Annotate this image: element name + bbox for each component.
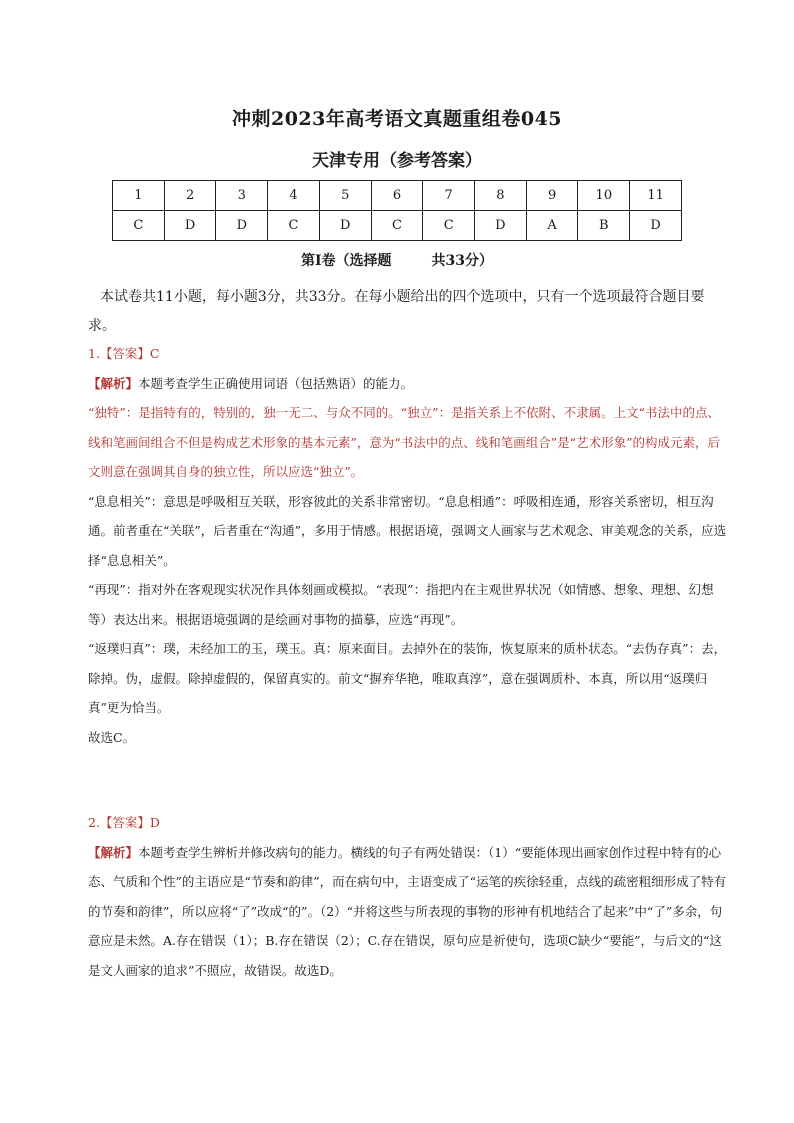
question-1-analysis-lead (88, 369, 728, 399)
q2-analysis-text: 本题考查学生辨析并修改病句的能力。横线的句子有两处错误：（1）“要能体现出画家创作过程中特有的心态、气质和个性”的主语应是“节奏和韵律”，而在病句中，主语变成了“运笔的疾徐轻重，点线的疏密粗细形成了特有的节奏和韵律”，所以应将“了”改成“的”。（2）“并将这些与所表现的事物的形神有机地结合了起来”中“了”多余，句意应是未然。A.存在错误（1）；B.存在错误（2）；C.存在错误，原句应是祈使句，选项C缺少“要能”，与后文的“这是文人画家的追求”不照应，故错误。故选D。 (88, 844, 727, 978)
section-part: 第Ⅰ卷（选择题 (300, 253, 392, 269)
answer-table-numbers-row (113, 181, 682, 211)
question-number: 10 (578, 181, 630, 211)
answer-cell: C (371, 211, 423, 241)
question-number: 1 (113, 181, 165, 211)
question-number: 11 (630, 181, 682, 211)
answer-cell: B (578, 211, 630, 241)
q1-paragraph-4: “返璞归真”：璞，未经加工的玉，璞玉。真：原来面目。去掉外在的装饰，恢复原来的质朴状态。“去伪存真”：去，除掉。伪，虚假。除掉虚假的，保留真实的。前文“摒弃华艳，唯取真淳”，意在强调质朴、本真，所以用“返璞归真”更为恰当。 (88, 641, 727, 715)
q1-paragraph-3: “再现”：指对外在客观现实状况作具体刻画或模拟。“表现”：指把内在主观世界状况（如情感、想象、理想、幻想等）表达出来。根据语境强调的是绘画对事物的描摹，应选“再现”。 (88, 582, 714, 627)
q1-paragraph-2: “息息相关”：意思是呼吸相互关联，形容彼此的关系非常密切。“息息相通”：呼吸相连通，形容关系密切，相互沟通。前者重在“关联”，后者重在“沟通”，多用于情感。根据语境，强调文人画家与艺术观念、审美观念的关系，应选择“息息相关”。 (88, 493, 727, 568)
question-number: 3 (216, 181, 268, 211)
q1-paragraph-1: “独特”：是指特有的，特别的，独一无二、与众不同的。“独立”：是指关系上不依附、不隶属。上文“书法中的点、线和笔画间组合不但是构成艺术形象的基本元素”，意为“书法中的点、线和笔画组合”是“艺术形象”的构成元素，后文则意在强调其自身的独立性，所以应选“独立”。 (88, 405, 720, 479)
answer-table-answers-row (113, 211, 682, 241)
analysis-lead-text: 本题考查学生正确使用词语（包括熟语）的能力。 (138, 375, 414, 391)
answer-cell: D (216, 211, 268, 241)
answer-cell: C (268, 211, 320, 241)
answer-cell: D (475, 211, 527, 241)
analysis-label: 【解析】 (88, 844, 139, 860)
question-number: 9 (526, 181, 578, 211)
answer-table (112, 180, 682, 241)
question-number: 6 (371, 181, 423, 211)
answer-cell: C (113, 211, 165, 241)
page-title: 冲刺2023年高考语文真题重组卷045 (231, 108, 563, 130)
instructions: 本试卷共11小题，每小题3分，共33分。在每小题给出的四个选项中，只有一个选项最符合题目要求。 (88, 289, 705, 334)
q1-conclusion: 故选C。 (88, 729, 136, 745)
answer-cell: D (164, 211, 216, 241)
answer-cell: D (630, 211, 682, 241)
question-2-answer: 2.【答案】D (88, 815, 160, 830)
section-total: 共33分） (431, 253, 494, 269)
answer-cell: D (319, 211, 371, 241)
question-number: 5 (319, 181, 371, 211)
question-number: 8 (475, 181, 527, 211)
analysis-label: 【解析】 (88, 375, 139, 391)
question-number: 4 (268, 181, 320, 211)
question-2-explanation (88, 808, 728, 985)
question-1-answer: 1.【答案】C (88, 346, 160, 361)
section-heading (0, 250, 794, 270)
answer-cell: A (526, 211, 578, 241)
question-number: 7 (423, 181, 475, 211)
question-number: 2 (164, 181, 216, 211)
question-1-explanation (88, 339, 728, 752)
page-subtitle: 天津专用（参考答案） (312, 151, 482, 171)
q2-analysis (88, 838, 728, 986)
answer-cell: C (423, 211, 475, 241)
